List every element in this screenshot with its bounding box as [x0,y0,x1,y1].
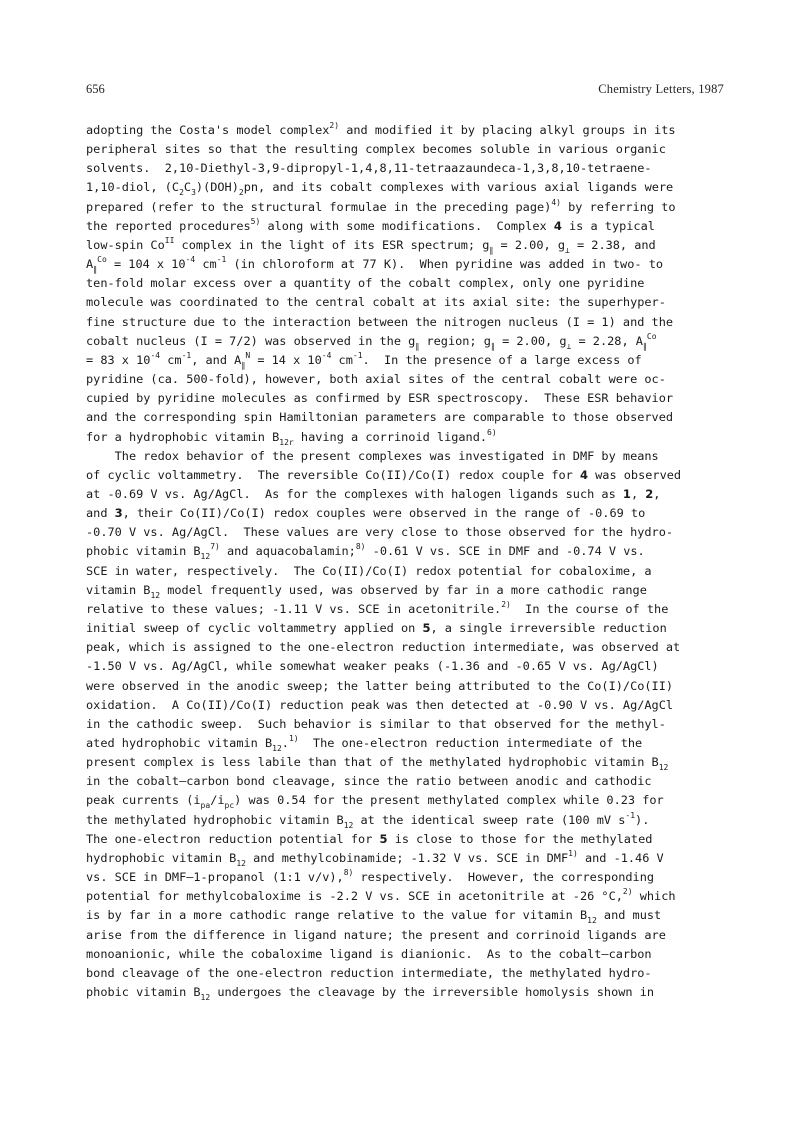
page-number: 656 [86,82,105,96]
text-run: respectively. However, the corresponding [353,870,655,885]
text-run: the methylated hydrophobic vitamin B [86,812,344,827]
text-run: is a typical [561,218,655,233]
text-run: and -1.46 V [577,850,664,865]
superscript: -4 [185,255,196,265]
text-run: and [86,506,115,521]
text-run: = 104 x 10 [106,257,186,272]
text-run: pyridine (ca. 500-fold), however, both axial sites of the central cobalt were oc- [86,372,666,387]
text-run: relative to these values; -1.11 V vs. SCE in acetonitrile. [86,601,502,616]
text-run: The redox behavior of the present complexes was investigated in DMF by means [86,448,659,463]
text-run: pn, and its cobalt complexes with various axial ligands were [243,180,674,195]
text-run: , their Co(II)/Co(I) redox couples were observed in the range of -0.69 to [122,506,646,521]
text-line [86,485,726,504]
text-run: adopting the Costa's model complex [86,123,330,137]
text-line [86,677,726,696]
text-run: The one-electron reduction potential for [86,831,380,846]
text-run: = 2.00, g [494,333,567,348]
superscript: 5) [250,216,261,226]
text-run: potential for methylcobaloxime is -2.2 V vs. SCE in acetonitrile at -26 °C, [86,889,623,904]
subscript: 12 [587,916,597,926]
text-line [86,811,726,830]
text-run: and the corresponding spin Hamiltonian parameters are comparable to those observed [86,410,674,425]
superscript: 8) [355,542,366,552]
text-line [86,236,726,255]
text-run: , [630,486,646,501]
text-line [86,926,726,945]
text-line [86,447,726,466]
text-line [86,198,726,217]
superscript: Co [97,255,107,265]
subscript: pa [200,801,211,811]
subscript: 12 [272,744,282,753]
text-line [86,140,726,159]
superscript: 7) [210,542,220,552]
subscript: ⊥ [566,341,572,351]
text-run: = 2.38, and [569,237,656,252]
text-run: complex in the light of its ESR spectrum; g [174,237,490,252]
superscript: 6) [487,427,497,437]
text-run: ). [635,812,650,827]
text-run: cm [331,352,353,367]
text-run: having a corrinoid ligand. [293,429,488,444]
page-header [86,82,724,98]
text-line [86,638,726,657]
text-run: cm [195,257,217,272]
text-run: hydrophobic vitamin B [86,850,237,865]
subscript: 3 [191,188,196,198]
text-run: 1,10-diol, (C [86,180,180,195]
text-run: fine structure due to the interaction between the nitrogen nucleus (I = 1) and the [86,314,674,329]
text-run: were observed in the anodic sweep; the latter being attributed to the Co(I)/Co(II) [86,678,674,693]
text-line [86,351,726,370]
text-run: , [653,486,661,501]
body-text [86,121,726,1002]
text-run: C [183,180,192,195]
text-line [86,791,726,810]
text-run: at the identical sweep rate (100 mV s [353,812,626,827]
text-run: solvents. 2,10-Diethyl-3,9-dipropyl-1,4,8,11-tetraazaundeca-1,3,8,10-tetraene- [86,161,652,176]
text-line [86,696,726,715]
text-line [86,753,726,772]
text-run: peripheral sites so that the resulting complex becomes soluble in various organic [86,142,666,157]
subscript: pc [224,801,235,811]
compound-number: 4 [579,467,588,482]
text-run: oxidation. A Co(II)/Co(I) reduction peak was then detected at -0.90 V vs. Ag/AgCl [86,697,674,712]
subscript: ∥ [642,341,647,351]
text-run: at -0.69 V vs. Ag/AgCl. As for the complexes with halogen ligands such as [86,486,623,501]
text-run: A [86,257,94,272]
compound-number: 3 [114,506,123,521]
text-line [86,906,726,925]
superscript: II [164,235,175,245]
subscript: 12 [150,590,161,600]
superscript: 2) [622,887,633,897]
text-run: and methylcobinamide; -1.32 V vs. SCE in DMF [245,850,569,865]
text-line [86,389,726,408]
text-run: . In the presence of a large excess of [362,352,642,367]
text-run: is close to those for the methylated [387,831,653,846]
text-line [86,772,726,791]
superscript: Co [646,331,657,341]
text-line [86,887,726,906]
text-run: is by far in a more cathodic range relative to the value for vitamin B [86,908,588,923]
text-run: model frequently used, was observed by far in a more cathodic range [160,582,647,597]
text-run: and aquacobalamin; [219,544,356,559]
journal-citation: Chemistry Letters, 1987 [598,82,724,96]
text-run: initial sweep of cyclic voltammetry applied on [86,621,423,636]
subscript: 12 [200,993,211,1003]
superscript: 4) [551,197,561,207]
subscript: 12 [658,763,669,773]
text-run: In the course of the [510,601,669,616]
subscript: 12 [343,820,354,830]
text-line [86,945,726,964]
text-run: cm [160,352,182,367]
compound-number: 5 [379,831,388,846]
text-line [86,830,726,849]
text-run: cobalt nucleus (I = 7/2) was observed in the g [86,333,416,348]
text-run: present complex is less labile than that of the methylated hydrophobic vitamin B [86,755,659,770]
superscript: -1 [352,350,363,360]
compound-number: 4 [553,218,562,233]
superscript: -4 [321,350,332,360]
compound-number: 5 [422,621,431,636]
text-line [86,715,726,734]
text-run: = 83 x 10 [86,352,151,367]
text-run: -1.50 V vs. Ag/AgCl, while somewhat weaker peaks (-1.36 and -0.65 V vs. Ag/AgCl) [86,659,659,674]
subscript: ∥ [415,341,420,351]
text-run: The one-electron reduction intermediate of the [298,736,643,750]
superscript: 2) [329,121,340,130]
text-line [86,408,726,427]
text-run: cupied by pyridine molecules as confirmed by ESR spectroscopy. These ESR behavior [86,391,674,406]
text-run: phobic vitamin B [86,985,201,1000]
text-run: vs. SCE in DMF—1-propanol (1:1 v/v), [86,870,344,885]
text-run: )(DOH) [195,180,239,195]
text-line [86,255,726,274]
text-line [86,178,726,197]
subscript: ⊥ [564,245,570,255]
text-run: /i [210,793,225,808]
text-run: (in chloroform at 77 K). When pyridine was added in two- to [226,257,664,272]
text-run: SCE in water, respectively. The Co(II)/Co(I) redox potential for cobaloxime, a [86,563,652,578]
text-run: in the cobalt—carbon bond cleavage, since the ratio between anodic and cathodic [86,774,652,789]
text-run: prepared (refer to the structural formulae in the preceding page) [86,199,552,214]
text-run: peak currents (i [86,793,201,808]
text-line [86,964,726,983]
text-run: ated hydrophobic vitamin B [86,736,273,750]
text-line [86,504,726,523]
text-run: , a single irreversible reduction [430,621,667,636]
text-line [86,523,726,542]
text-line [86,466,726,485]
text-run: region; g [419,333,491,348]
subscript: 12 [200,552,211,562]
subscript: ∥ [489,245,494,255]
text-run: in the cathodic sweep. Such behavior is similar to that observed for the methyl- [86,716,666,731]
text-run: along with some modifications. Complex [260,218,554,233]
text-run: -0.70 V vs. Ag/AgCl. These values are very close to those observed for the hydro- [86,525,674,540]
text-run: bond cleavage of the one-electron reduction intermediate, the methylated hydro- [86,965,652,980]
text-line [86,562,726,581]
text-run: -0.61 V vs. SCE in DMF and -0.74 V vs. [365,544,645,559]
subscript: ∥ [241,360,246,370]
text-run: monoanionic, while the cobaloxime ligand is dianionic. As to the cobalt—carbon [86,946,652,961]
text-line [86,657,726,676]
superscript: -1 [625,810,636,820]
text-line [86,868,726,887]
text-line [86,159,726,178]
text-line [86,734,726,753]
subscript: ∥ [490,341,495,351]
text-run: = 2.00, g [493,237,565,252]
text-run: peak, which is assigned to the one-electron reduction intermediate, was observed at [86,640,681,655]
text-run: which [632,889,676,904]
text-line [86,274,726,293]
text-run: and modified it by placing alkyl groups in its [339,123,676,137]
text-run: = 14 x 10 [250,352,322,367]
subscript: ∥ [93,265,98,275]
subscript: 12r [279,437,294,447]
text-run: for a hydrophobic vitamin B [86,429,280,444]
text-run: molecule was coordinated to the central cobalt at its axial site: the superhyper- [86,295,666,310]
compound-number: 1 [622,486,631,501]
text-run: low-spin Co [86,237,165,252]
text-line [86,121,726,140]
text-run: . [281,736,289,750]
superscript: -4 [150,350,161,360]
text-line [86,983,726,1002]
text-line [86,581,726,600]
subscript: 2 [238,188,244,198]
text-run: , and A [191,352,242,367]
text-run: was observed [587,467,682,482]
text-run: of cyclic voltammetry. The reversible Co(II)/Co(I) redox couple for [86,467,580,482]
text-run: ten-fold molar excess over a quantity of the cobalt complex, only one pyridine [86,276,645,291]
text-run: and must [596,908,662,923]
text-line [86,619,726,638]
text-line [86,428,726,447]
text-line [86,849,726,868]
superscript: 1) [568,848,578,858]
text-line [86,370,726,389]
subscript: 12 [236,858,246,868]
text-line [86,217,726,236]
text-line [86,293,726,312]
text-line [86,600,726,619]
text-run: arise from the difference in ligand nature; the present and corrinoid ligands are [86,927,666,942]
text-run: the reported procedures [86,218,251,233]
superscript: 1) [288,734,299,743]
text-run: phobic vitamin B [86,544,201,559]
superscript: -1 [216,255,227,265]
text-run: ) was 0.54 for the present methylated complex while 0.23 for [234,793,664,808]
text-line [86,542,726,561]
text-run: undergoes the cleavage by the irreversible homolysis shown in [210,985,655,1000]
text-line [86,313,726,332]
superscript: 8) [343,868,354,878]
text-run: = 2.28, A [571,333,643,348]
subscript: 2 [179,188,184,198]
text-line [86,332,726,351]
superscript: 2) [501,599,511,609]
superscript: N [245,350,251,360]
superscript: -1 [181,350,192,360]
compound-number: 2 [645,486,654,501]
text-run: vitamin B [86,582,151,597]
text-run: by referring to [560,199,676,214]
